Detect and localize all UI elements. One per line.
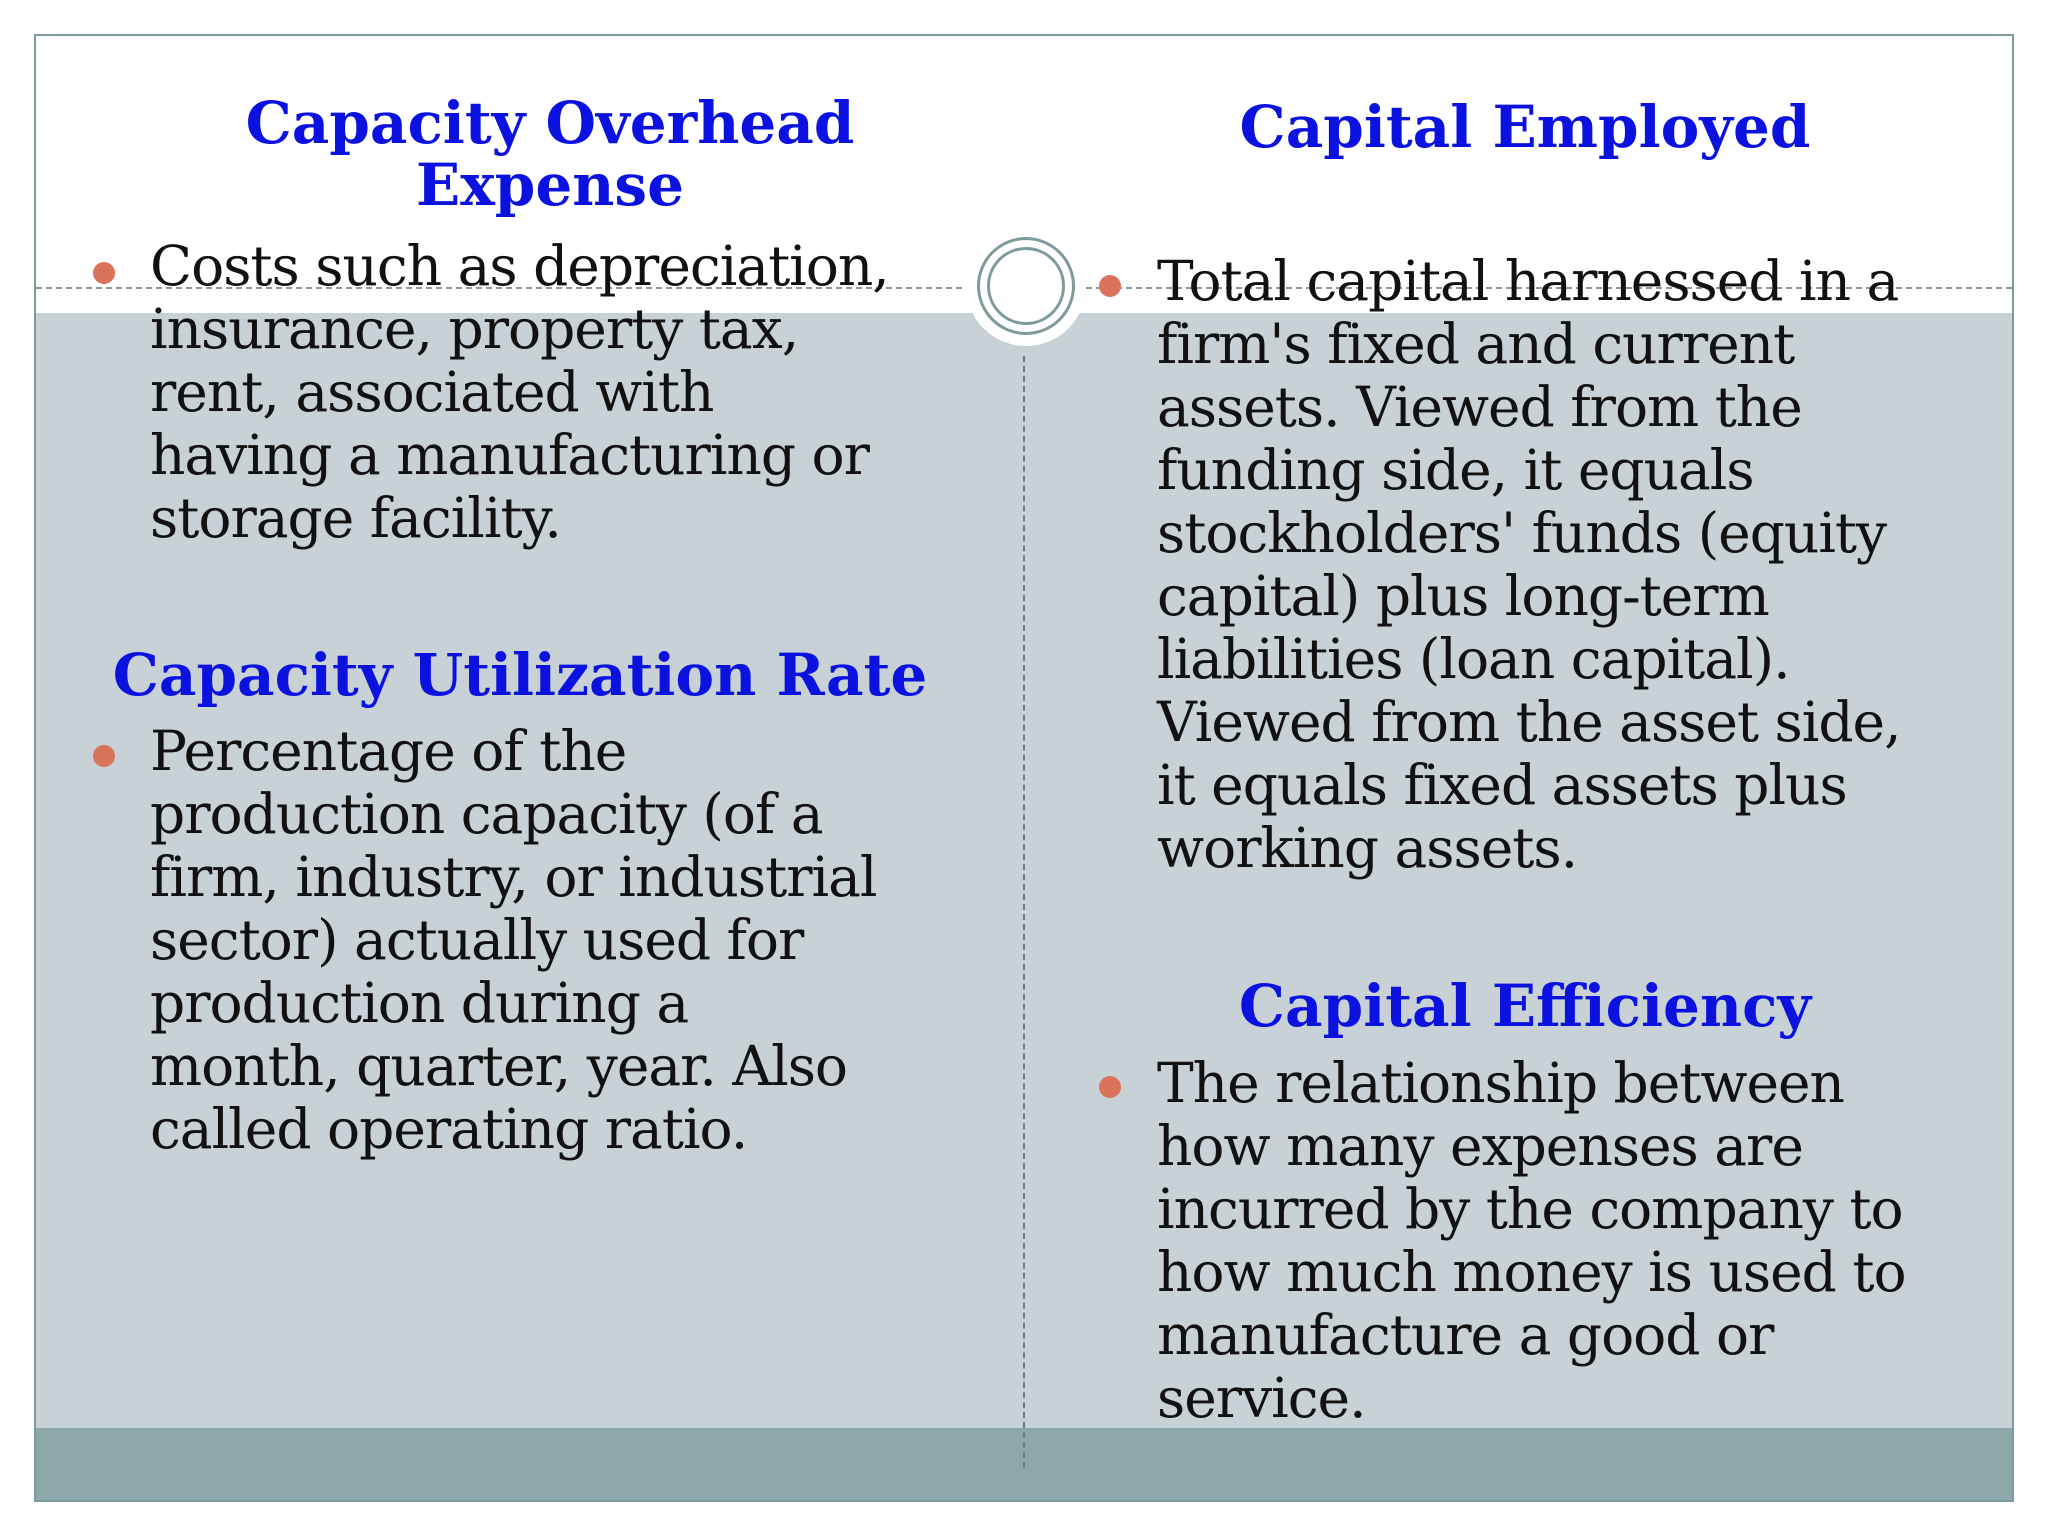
- text-line: manufacture a good or: [1157, 1303, 1774, 1367]
- text-line: firm, industry, or industrial: [150, 845, 877, 909]
- text-line: working assets.: [1157, 816, 1578, 880]
- text-line: it equals fixed assets plus: [1157, 753, 1847, 817]
- text-line: how much money is used to: [1157, 1240, 1906, 1304]
- text-line: how many expenses are: [1157, 1114, 1803, 1178]
- definition-capital-employed: [1157, 250, 1901, 880]
- text-line: capital) plus long-term: [1157, 564, 1769, 628]
- heading-line: Expense: [416, 151, 684, 219]
- text-line: production during a: [150, 971, 689, 1035]
- heading-capacity-utilization-rate: [90, 641, 950, 709]
- heading-capital-employed: [1095, 93, 1955, 161]
- text-line: month, quarter, year. Also: [150, 1034, 848, 1098]
- bullet-icon: [93, 745, 115, 767]
- heading-line: Capacity Utilization Rate: [112, 641, 928, 709]
- bullet-icon: [1099, 1076, 1121, 1098]
- heading-line: Capital Employed: [1239, 93, 1811, 161]
- bullet-icon: [93, 262, 115, 284]
- text-line: stockholders' funds (equity: [1157, 501, 1887, 565]
- text-line: storage facility.: [150, 486, 561, 550]
- text-line: liabilities (loan capital).: [1157, 627, 1790, 691]
- text-line: funding side, it equals: [1157, 438, 1754, 502]
- text-line: called operating ratio.: [150, 1097, 748, 1161]
- text-line: The relationship between: [1157, 1051, 1844, 1115]
- text-line: having a manufacturing or: [150, 423, 869, 487]
- circle-ornament-ring-inner: [987, 247, 1065, 325]
- text-line: assets. Viewed from the: [1157, 375, 1802, 439]
- text-line: incurred by the company to: [1157, 1177, 1903, 1241]
- text-line: firm's fixed and current: [1157, 312, 1795, 376]
- definition-capacity-overhead-expense: [150, 235, 889, 550]
- heading-capacity-overhead-expense: [120, 89, 980, 219]
- text-line: Percentage of the: [150, 719, 627, 783]
- vertical-divider: [1023, 356, 1025, 1468]
- heading-line: Capacity Overhead: [245, 89, 855, 157]
- text-line: Viewed from the asset side,: [1157, 690, 1901, 754]
- text-line: Costs such as depreciation,: [150, 234, 889, 298]
- definition-capital-efficiency: [1157, 1052, 1906, 1430]
- heading-capital-efficiency: [1095, 972, 1955, 1040]
- text-line: Total capital harnessed in a: [1157, 249, 1899, 313]
- bullet-icon: [1099, 275, 1121, 297]
- text-line: service.: [1157, 1366, 1366, 1430]
- definition-capacity-utilization-rate: [150, 720, 876, 1161]
- heading-line: Capital Efficiency: [1238, 972, 1812, 1040]
- text-line: production capacity (of a: [150, 782, 823, 846]
- text-line: insurance, property tax,: [150, 297, 799, 361]
- text-line: rent, associated with: [150, 360, 714, 424]
- text-line: sector) actually used for: [150, 908, 804, 972]
